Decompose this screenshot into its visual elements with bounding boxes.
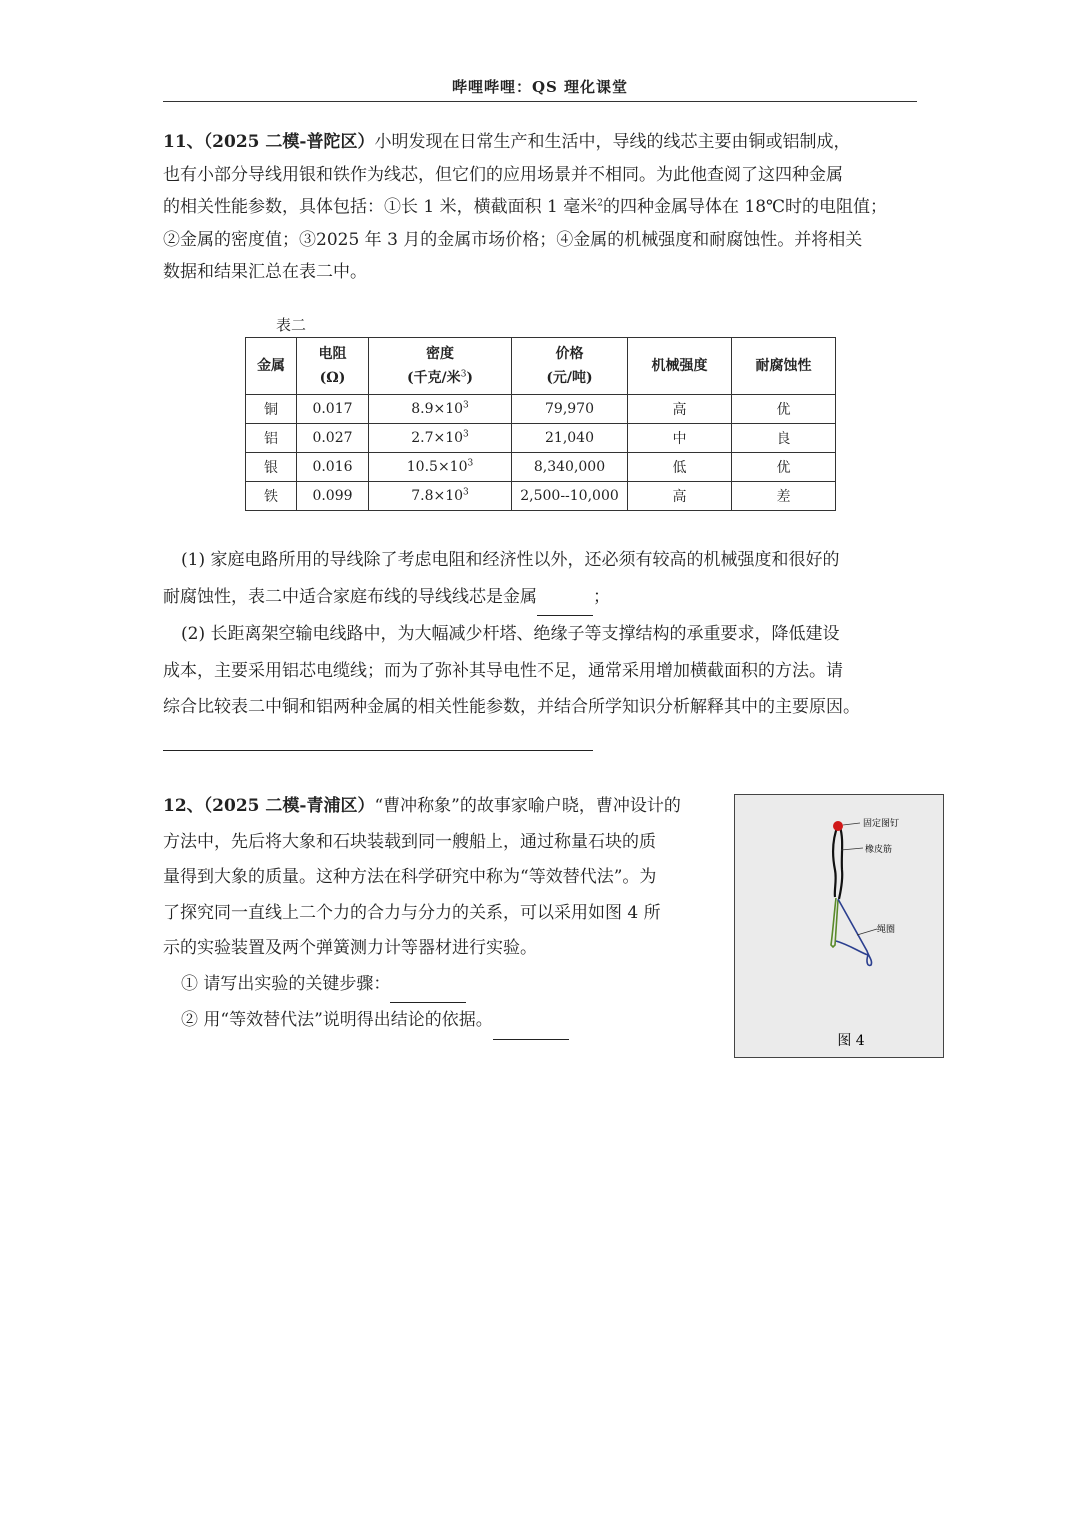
cell-resistance: 0.099 xyxy=(297,482,369,511)
sub2-line-3: 综合比较表二中铜和铝两种金属的相关性能参数，并结合所学知识分析解释其中的主要原因。 xyxy=(163,697,860,717)
q11-number: 11、 xyxy=(163,132,204,152)
label-band: 橡皮筋 xyxy=(865,845,893,855)
q12-line-1: 12、（2025 二模-青浦区）“曹冲称象”的故事家喻户晓，曹冲设计的 xyxy=(163,796,681,816)
answer-blank-4[interactable] xyxy=(493,1003,569,1040)
q12-line-5: 示的实验装置及两个弹簧测力计等器材进行实验。 xyxy=(163,938,537,958)
table-row xyxy=(246,453,836,482)
q12-line-2: 方法中，先后将大象和石块装载到同一艘船上，通过称量石块的质 xyxy=(163,831,656,852)
cell-metal: 银 xyxy=(246,453,297,482)
cell-corrosion: 差 xyxy=(732,482,836,511)
cell-price: 8,340,000 xyxy=(512,453,628,482)
cell-resistance: 0.016 xyxy=(297,453,369,482)
band-leader xyxy=(841,848,863,850)
cell-price: 2,500--10,000 xyxy=(512,482,628,511)
header-cell: 密度 (千克/米$^3$) xyxy=(369,338,512,395)
header-cell: 电阻 (Ω) xyxy=(297,338,369,395)
sub2-line-2: 成本，主要采用铝芯电缆线；而为了弥补其导电性不足，通常采用增加横截面积的方法。请 xyxy=(163,660,843,681)
q11-text xyxy=(163,126,923,289)
header-cell: 金属 xyxy=(246,338,297,395)
answer-blank-2[interactable] xyxy=(163,750,593,751)
table-header-row xyxy=(246,338,836,395)
pin-icon xyxy=(833,821,843,831)
q12-item-2: ② 用“等效替代法”说明得出结论的依据。 xyxy=(163,1003,723,1040)
cell-strength: 高 xyxy=(628,482,732,511)
green-string xyxy=(831,898,838,947)
cell-metal: 铜 xyxy=(246,395,297,424)
header-divider xyxy=(163,101,917,102)
cell-corrosion: 优 xyxy=(732,395,836,424)
cell-density: $8.9\times 10^3$ xyxy=(369,395,512,424)
q11-subquestions xyxy=(163,542,923,726)
cell-strength: 中 xyxy=(628,424,732,453)
cell-price: 21,040 xyxy=(512,424,628,453)
q12-item-1: ① 请写出实验的关键步骤： xyxy=(163,967,723,1004)
sub2-line-1: (2) 长距离架空输电线路中，为大幅减少杆塔、绝缘子等支撑结构的承重要求，降低建设 xyxy=(181,624,840,644)
cell-strength: 高 xyxy=(628,395,732,424)
sub1-line-2: 耐腐蚀性，表二中适合家庭布线的导线线芯是金属 ； xyxy=(163,579,923,617)
rubber-band xyxy=(833,825,842,899)
cell-resistance: 0.017 xyxy=(297,395,369,424)
cell-density: $10.5\times 10^3$ xyxy=(369,453,512,482)
pin-leader xyxy=(843,823,860,825)
cell-resistance: 0.027 xyxy=(297,424,369,453)
cell-strength: 低 xyxy=(628,453,732,482)
q11-line-3: 的相关性能参数，具体包括：①长 1 米，横截面积 1 毫米$^2$的四种金属导体在 18℃时的电阻值； xyxy=(163,197,888,217)
table-row xyxy=(246,395,836,424)
experiment-diagram xyxy=(735,795,943,1057)
q11-line-2: 也有小部分导线用银和铁作为线芯，但它们的应用场景并不相同。为此他查阅了这四种金属 xyxy=(163,164,843,185)
cell-metal: 铁 xyxy=(246,482,297,511)
label-pin: 固定图钉 xyxy=(863,819,900,829)
answer-blank-3[interactable] xyxy=(390,967,466,1004)
q11-line-4: ②金属的密度值；③2025 年 3 月的金属市场价格；④金属的机械强度和耐腐蚀性。并将相关 xyxy=(163,229,863,250)
table-row xyxy=(246,424,836,453)
q11-source: （2025 二模-普陀区） xyxy=(203,132,375,152)
table-caption: 表二 xyxy=(276,316,307,334)
page-header: 哔哩哔哩：QS 理化课堂 xyxy=(451,78,629,96)
figure-caption: 图 4 xyxy=(837,1033,865,1049)
cell-density: $7.8\times 10^3$ xyxy=(369,482,512,511)
loop-leader xyxy=(857,929,877,935)
figure-4 xyxy=(734,794,944,1058)
answer-blank-1[interactable] xyxy=(537,579,593,617)
header-cell: 机械强度 xyxy=(628,338,732,395)
cell-density: $2.7\times 10^3$ xyxy=(369,424,512,453)
cell-corrosion: 优 xyxy=(732,453,836,482)
cell-price: 79,970 xyxy=(512,395,628,424)
metal-properties-table xyxy=(245,337,836,511)
q12-line-4: 了探究同一直线上二个力的合力与分力的关系，可以采用如图 4 所 xyxy=(163,902,661,923)
q12-number: 12、 xyxy=(163,796,204,816)
header-cell: 耐腐蚀性 xyxy=(732,338,836,395)
sub1-line-1: (1) 家庭电路所用的导线除了考虑电阻和经济性以外，还必须有较高的机械强度和很好的 xyxy=(181,550,840,570)
cell-metal: 铝 xyxy=(246,424,297,453)
label-loop: 绳圈 xyxy=(877,925,896,935)
q11-line-1: 11、（2025 二模-普陀区）小明发现在日常生产和生活中，导线的线芯主要由铜或铝制成， xyxy=(163,132,851,152)
cell-corrosion: 良 xyxy=(732,424,836,453)
q12-line-3: 量得到大象的质量。这种方法在科学研究中称为“等效替代法”。为 xyxy=(163,867,657,887)
q12-text xyxy=(163,789,723,1040)
header-cell: 价格 (元/吨) xyxy=(512,338,628,395)
q11-line-5: 数据和结果汇总在表二中。 xyxy=(163,262,367,282)
q12-source: （2025 二模-青浦区） xyxy=(203,796,375,816)
table-row xyxy=(246,482,836,511)
